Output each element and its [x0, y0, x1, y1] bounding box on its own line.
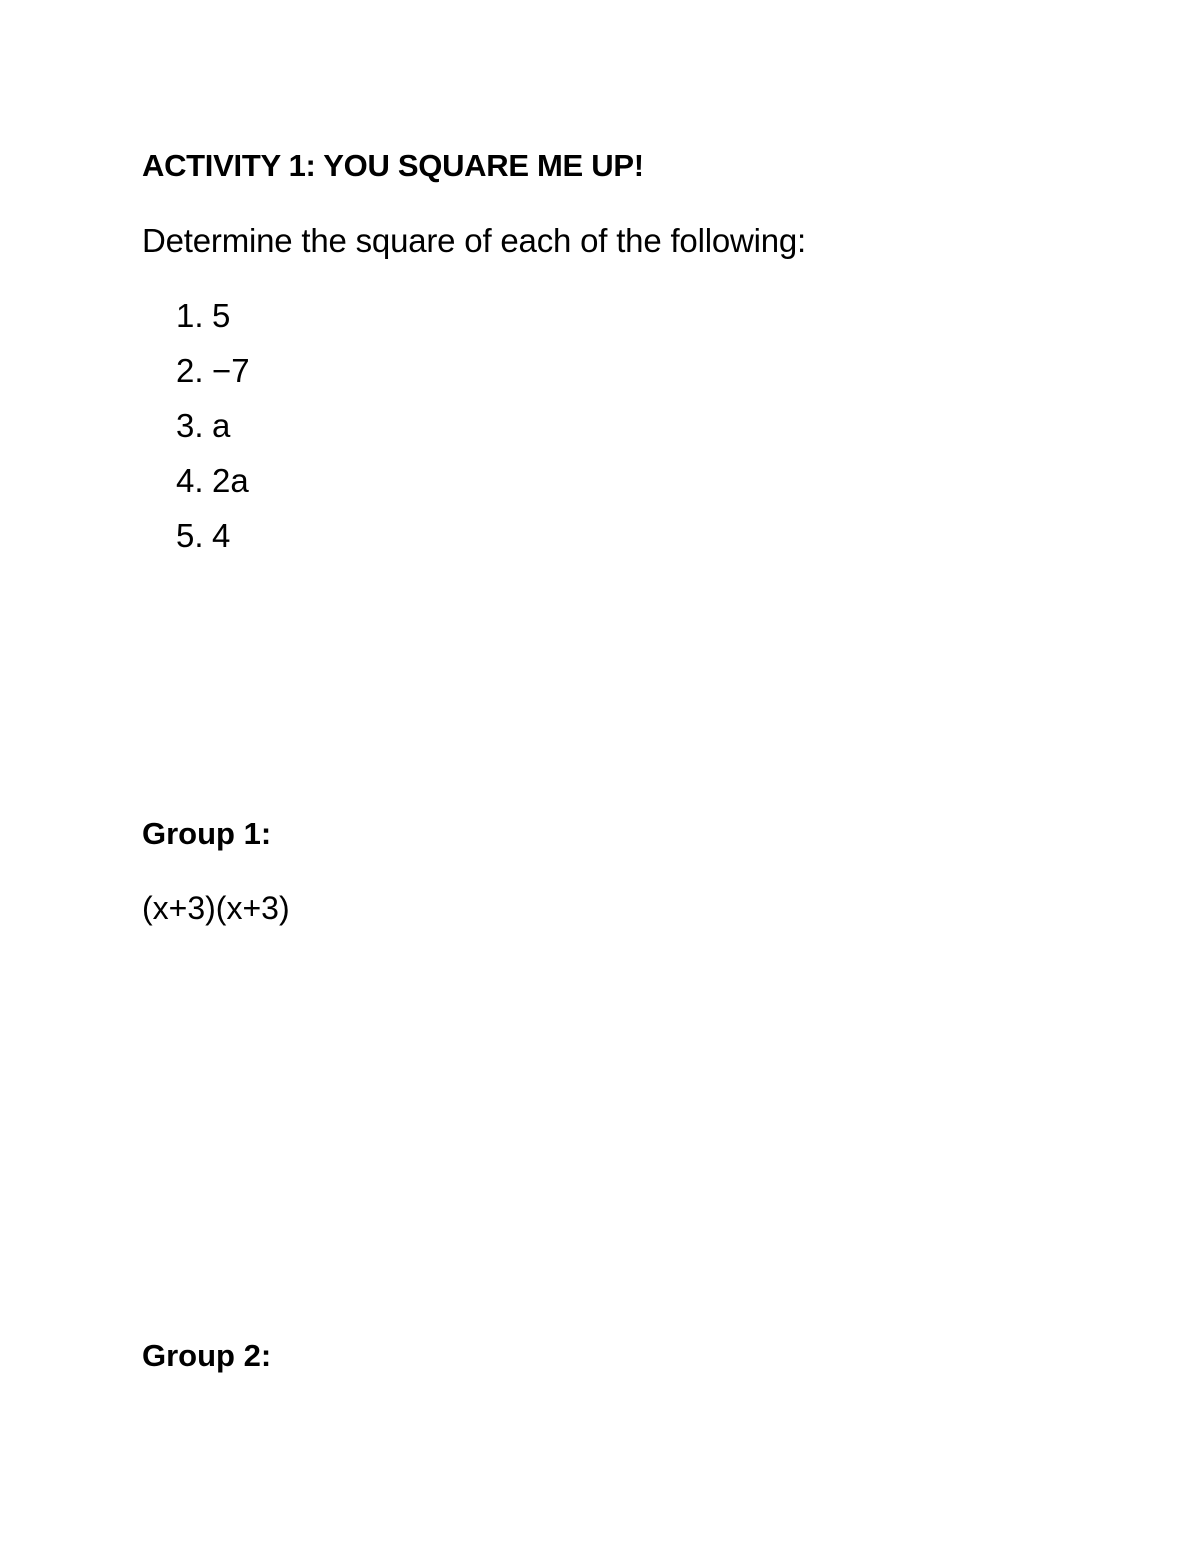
list-item [176, 298, 250, 353]
list-item-number: 1. [176, 297, 204, 334]
group-1-expression: (x+3)(x+3) [142, 890, 290, 926]
list-item-value: 5 [212, 297, 231, 334]
list-item [176, 518, 250, 573]
list-item-number: 3. [176, 407, 204, 444]
list-item [176, 463, 250, 518]
list-item-number: 2. [176, 352, 204, 389]
list-item [176, 408, 250, 463]
list-item-value: −7 [212, 352, 250, 389]
numbered-list [176, 298, 250, 573]
list-item-number: 5. [176, 517, 204, 554]
activity-title: ACTIVITY 1: YOU SQUARE ME UP! [142, 148, 644, 183]
instruction-text: Determine the square of each of the following: [142, 222, 807, 259]
list-item-value: 4 [212, 517, 231, 554]
list-item-value: 2a [212, 462, 249, 499]
group-1-heading: Group 1: [142, 816, 272, 851]
group-2-heading: Group 2: [142, 1338, 272, 1373]
list-item-number: 4. [176, 462, 204, 499]
list-item-value: a [212, 407, 231, 444]
list-item [176, 353, 250, 408]
